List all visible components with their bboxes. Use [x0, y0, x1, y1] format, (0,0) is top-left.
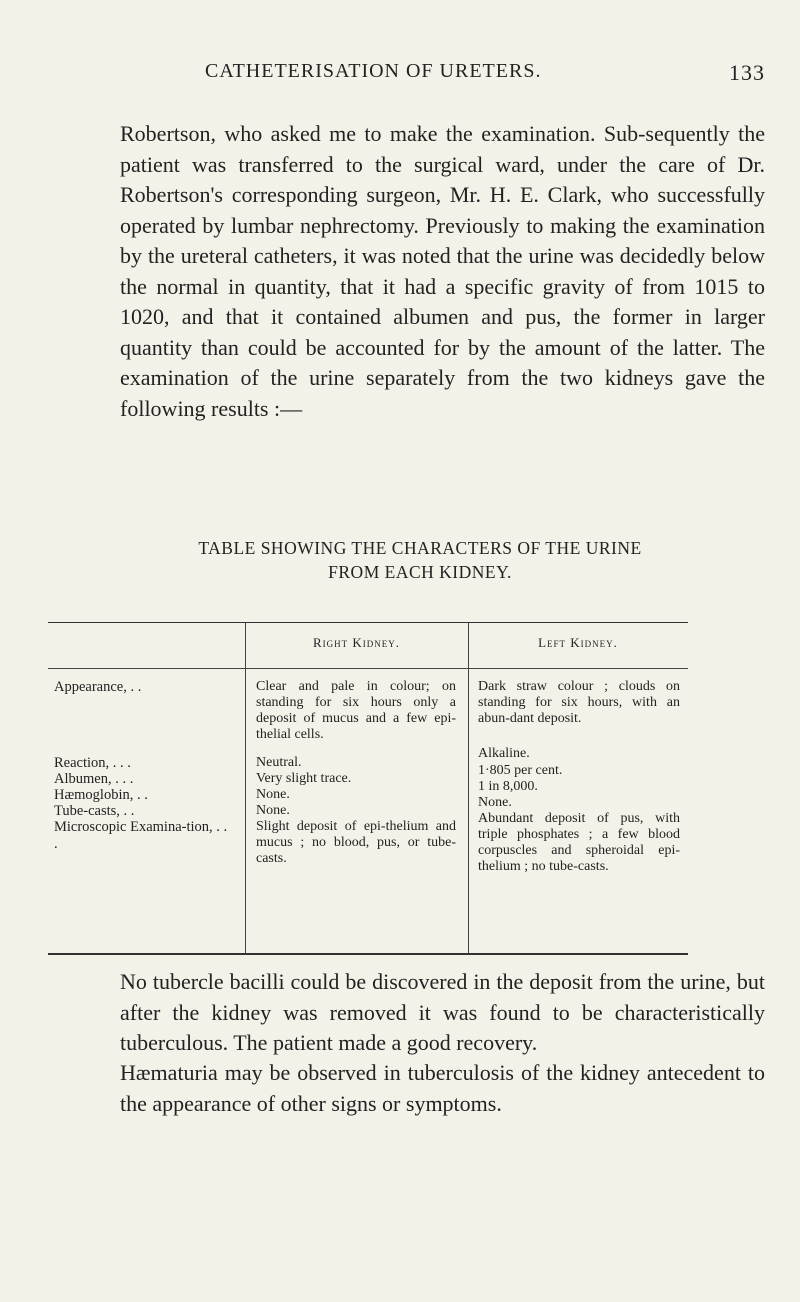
table-caption-line-1: TABLE SHOWING THE CHARACTERS OF THE URINE	[198, 538, 642, 558]
paragraph-1: Robertson, who asked me to make the examination. Sub-sequently the patient was transferred to the surgical ward, under the care of Dr. Robertson's corresponding surgeon, Mr. H. E. Clark, who successfully operated by lumbar nephrectomy. Previously to making the examination by the ureteral catheters, it was noted that the urine was decidedly below the normal in quantity, that it had a specific gravity of from 1015 to 1020, and that it contained albumen and pus, the former in larger quantity than could be accounted for by the amount of the latter. The examination of the urine separately from the two kidneys gave the following results :—	[120, 121, 765, 421]
header-divider	[48, 668, 688, 669]
paragraph-2: No tubercle bacilli could be discovered in the deposit from the urine, but after the kidney was removed it was found to be characteristically tuberculous. The patient made a good recovery.	[120, 969, 765, 1055]
left-albumen: 1·805 per cent.	[478, 763, 563, 778]
right-haemoglobin: None.	[256, 787, 290, 802]
column-divider	[245, 623, 246, 953]
running-title: CATHETERISATION OF URETERS.	[205, 60, 542, 82]
header-right-kidney: Right Kidney.	[312, 635, 401, 650]
right-appearance: Clear and pale in colour; on standing for six hours only a deposit of mucus and a few epi-thelial cells.	[256, 679, 456, 742]
label-microscopic: Microscopic Examina-tion, . . .	[54, 819, 228, 852]
left-reaction: Alkaline.	[478, 746, 530, 761]
urine-table	[48, 622, 688, 955]
left-appearance: Dark straw colour ; clouds on standing for six hours, with an abun-dant deposit.	[478, 679, 680, 726]
label-tube-casts: Tube-casts, . .	[54, 803, 135, 819]
right-tube-casts: None.	[256, 803, 290, 818]
table-caption	[100, 536, 740, 584]
right-microscopic: Slight deposit of epi-thelium and mucus ; no blood, pus, or tube-casts.	[256, 819, 456, 866]
header-left-kidney: Left Kidney.	[538, 635, 618, 650]
right-albumen: Very slight trace.	[256, 771, 352, 786]
left-tube-casts: None.	[478, 795, 512, 810]
left-microscopic: Abundant deposit of pus, with triple phosphates ; a few blood corpuscles and spheroidal epi-thelium ; no tube-casts.	[478, 811, 680, 874]
paragraph-3: Hæmaturia may be observed in tuberculosis of the kidney antecedent to the appearance of other signs or symptoms.	[120, 1060, 765, 1116]
label-reaction: Reaction, . . .	[54, 755, 131, 771]
table-caption-line-2: FROM EACH KIDNEY.	[328, 562, 512, 582]
label-appearance: Appearance, . .	[54, 679, 142, 695]
column-divider	[468, 623, 469, 953]
label-albumen: Albumen, . . .	[54, 771, 134, 787]
page-number: 133	[729, 60, 765, 85]
right-reaction: Neutral.	[256, 755, 302, 770]
left-haemoglobin: 1 in 8,000.	[478, 779, 538, 794]
label-haemoglobin: Hæmoglobin, . .	[54, 787, 148, 803]
